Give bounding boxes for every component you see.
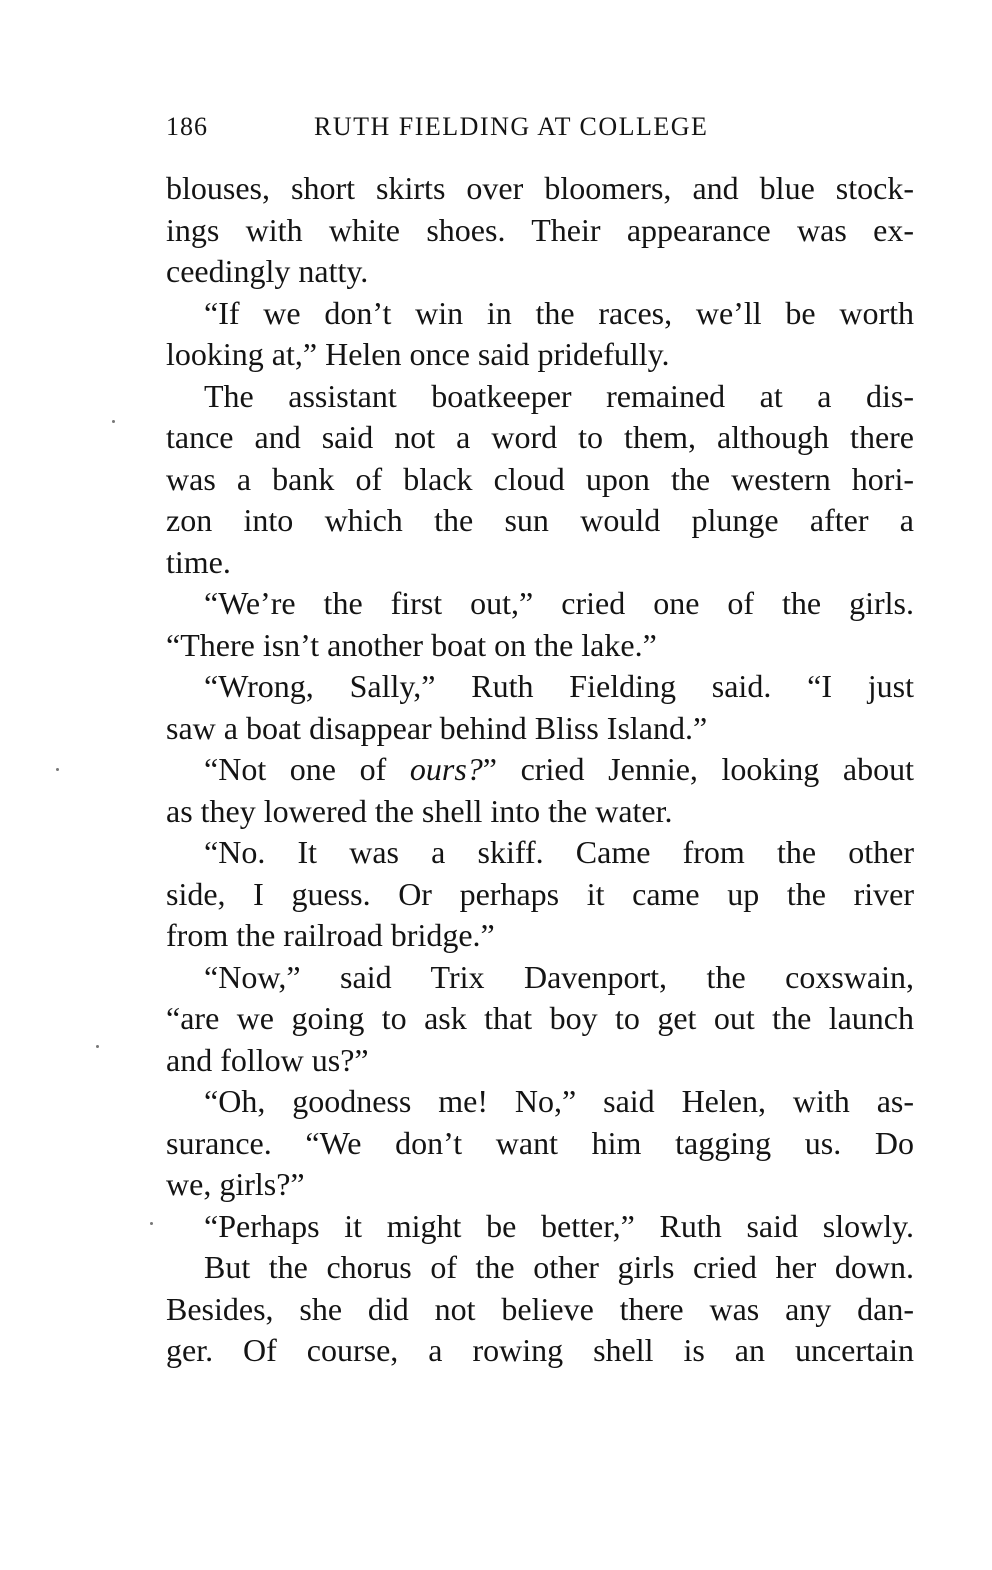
book-title: RUTH FIELDING AT COLLEGE [314, 112, 709, 141]
text-line: saw a boat disappear behind Bliss Island.” [166, 709, 708, 746]
text-line: as they lowered the shell into the water. [166, 792, 673, 829]
text-line: zon into which the sun would plunge after a [166, 502, 914, 538]
text-line: “Wrong, Sally,” Ruth Fielding said. “I just [204, 668, 914, 704]
text-line: was a bank of black cloud upon the western hori- [166, 460, 914, 497]
text-line: “are we going to ask that boy to get out the launch [166, 1000, 914, 1036]
text-line: surance. “We don’t want him tagging us. Do [166, 1124, 914, 1161]
text-line: But the chorus of the other girls cried her down. [204, 1249, 914, 1285]
emphasis: ours? [409, 751, 483, 787]
text-line: ger. Of course, a rowing shell is an uncertain [166, 1332, 914, 1368]
text-line: “Now,” said Trix Davenport, the coxswain, [204, 958, 914, 995]
text-line: ings with white shoes. Their appearance was ex- [166, 211, 914, 248]
body-text [166, 168, 914, 1372]
text-line: “If we don’t win in the races, we’ll be worth [204, 294, 914, 331]
text-line: time. [166, 543, 231, 580]
speck [96, 1045, 99, 1048]
text-line: The assistant boatkeeper remained at a dis- [204, 377, 914, 414]
speck [112, 420, 115, 423]
text-line: side, I guess. Or perhaps it came up the river [166, 875, 914, 912]
page-number: 186 [166, 112, 208, 141]
text-line: “There isn’t another boat on the lake.” [166, 626, 657, 663]
text-line: from the railroad bridge.” [166, 917, 495, 953]
text-line: “Oh, goodness me! No,” said Helen, with as- [204, 1083, 914, 1119]
speck [56, 768, 59, 771]
text-line: “No. It was a skiff. Came from the other [204, 834, 914, 870]
running-head [166, 112, 806, 152]
text-line: “Perhaps it might be better,” Ruth said slowly. [204, 1207, 914, 1244]
text-line: we, girls?” [166, 1166, 305, 1202]
speck [150, 1222, 153, 1225]
text-line: ceedingly natty. [166, 253, 369, 289]
text-line: “Not one of ours?” cried Jennie, looking about [204, 751, 915, 787]
text-line: “We’re the first out,” cried one of the girls. [204, 585, 914, 621]
text-line: and follow us?” [166, 1041, 369, 1078]
text-line: blouses, short skirts over bloomers, and blue stock- [166, 170, 914, 206]
text-line: tance and said not a word to them, although there [166, 419, 914, 455]
text-line: looking at,” Helen once said pridefully. [166, 336, 670, 372]
text-line: Besides, she did not believe there was any dan- [166, 1290, 914, 1327]
